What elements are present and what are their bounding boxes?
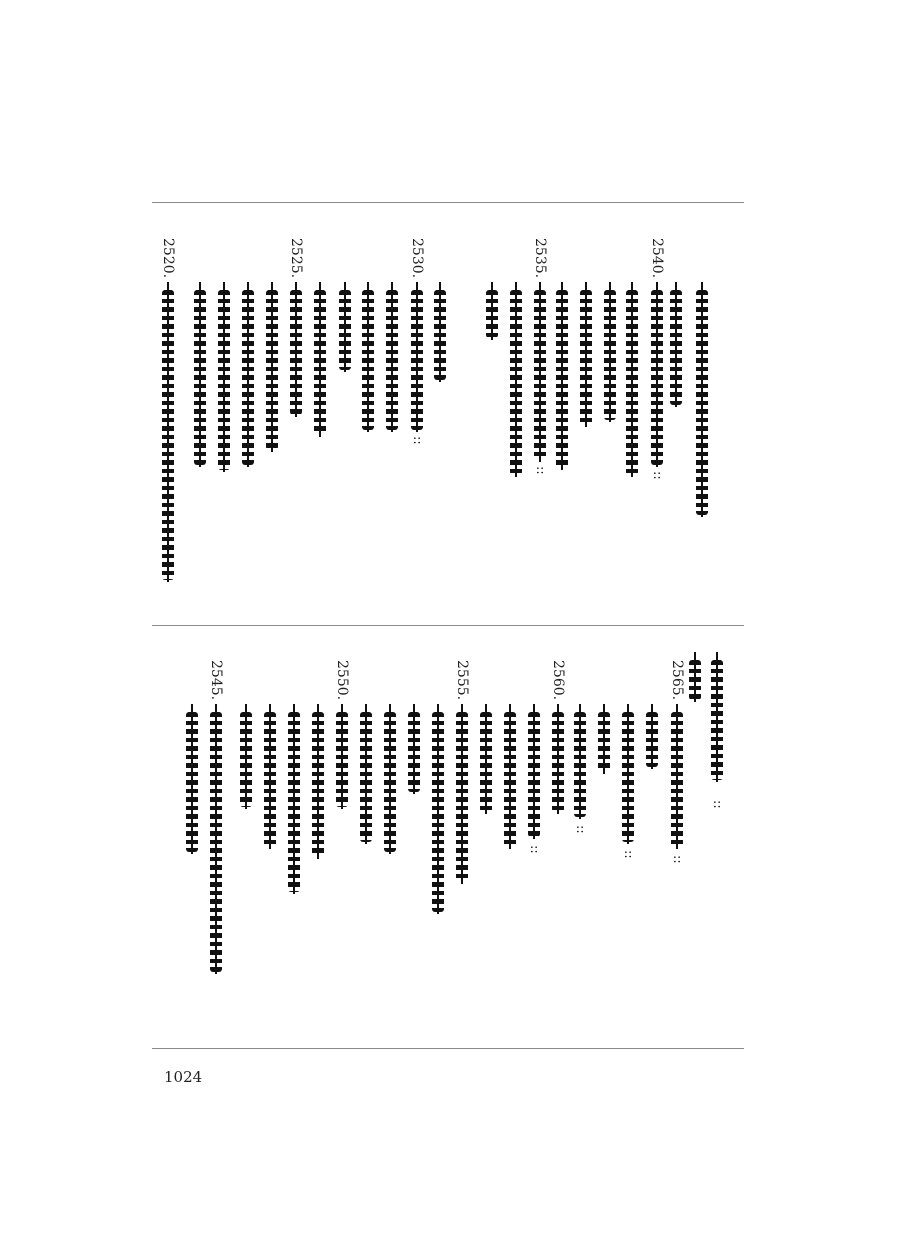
text-column (647, 238, 667, 583)
text-column (308, 660, 328, 1000)
text-column (482, 238, 502, 583)
text-column (570, 660, 590, 1000)
mongolian-script-line (534, 290, 546, 460)
mongolian-script-line (696, 290, 708, 515)
mongolian-script-line (574, 712, 586, 817)
mongolian-script-line (218, 290, 230, 470)
end-punctuation: :: (573, 825, 588, 834)
bottom-divider (152, 1048, 744, 1049)
line-number: 2520. (160, 238, 176, 279)
text-column (594, 660, 614, 1000)
mongolian-script-line (384, 712, 396, 852)
text-column (404, 660, 424, 1000)
mongolian-script-line (264, 712, 276, 847)
line-number: 2540. (649, 238, 665, 279)
line-number: 2535. (532, 238, 548, 279)
mongolian-script-line (651, 290, 663, 465)
text-column (236, 660, 256, 1000)
mongolian-script-line (186, 712, 198, 852)
end-punctuation: :: (621, 850, 636, 859)
mongolian-script-line (604, 290, 616, 420)
text-column (642, 660, 662, 1000)
mongolian-script-line (362, 290, 374, 430)
text-column (692, 238, 712, 583)
text-column (310, 238, 330, 583)
text-column (262, 238, 282, 583)
mongolian-script-line (240, 712, 252, 807)
text-column (618, 660, 638, 1000)
text-column (380, 660, 400, 1000)
text-column (356, 660, 376, 1000)
mongolian-script-line (486, 290, 498, 338)
mongolian-script-line (266, 290, 278, 450)
text-column (182, 660, 202, 1000)
text-column (428, 660, 448, 1000)
text-column (500, 660, 520, 1000)
text-column (214, 238, 234, 583)
end-punctuation: :: (410, 436, 425, 445)
mongolian-script-line (556, 290, 568, 468)
mongolian-script-line (670, 290, 682, 405)
mongolian-script-line (552, 712, 564, 812)
text-column (158, 238, 178, 583)
mongolian-script-line (432, 712, 444, 912)
mongolian-script-line (646, 712, 658, 767)
mongolian-script-line (312, 712, 324, 857)
text-column (552, 238, 572, 583)
line-number: 2550. (334, 660, 350, 701)
mongolian-script-line (434, 290, 446, 380)
mongolian-script-line (580, 290, 592, 425)
mongolian-script-line (336, 712, 348, 807)
line-number: 2555. (454, 660, 470, 701)
mongolian-script-line (456, 712, 468, 882)
end-punctuation: :: (710, 800, 725, 809)
text-column (407, 238, 427, 583)
mongolian-script-line (622, 712, 634, 842)
mongolian-script-line (360, 712, 372, 842)
text-column (335, 238, 355, 583)
mongolian-script-line (288, 712, 300, 892)
middle-divider (152, 625, 744, 626)
text-column (548, 660, 568, 1000)
mongolian-script-line (480, 712, 492, 812)
text-column (358, 238, 378, 583)
line-number: 2565. (669, 660, 685, 701)
text-column (600, 238, 620, 583)
text-column (666, 238, 686, 583)
line-number: 2525. (288, 238, 304, 279)
mongolian-script-line (162, 290, 174, 580)
mongolian-script-line (510, 290, 522, 475)
mongolian-script-line (671, 712, 683, 847)
text-column (707, 660, 727, 1000)
bottom-text-block (152, 660, 744, 1000)
end-punctuation: :: (670, 855, 685, 864)
text-column (332, 660, 352, 1000)
text-column (190, 238, 210, 583)
mongolian-script-line (504, 712, 516, 847)
mongolian-script-line (689, 660, 701, 700)
end-punctuation: :: (527, 845, 542, 854)
text-column (286, 238, 306, 583)
mongolian-script-line (626, 290, 638, 475)
text-column (576, 238, 596, 583)
text-column (284, 660, 304, 1000)
mongolian-script-line (210, 712, 222, 972)
text-column (667, 660, 687, 1000)
mongolian-script-line (408, 712, 420, 792)
text-column (206, 660, 226, 1000)
text-column (622, 238, 642, 583)
text-column (382, 238, 402, 583)
text-column (430, 238, 450, 583)
mongolian-script-line (194, 290, 206, 465)
mongolian-script-line (528, 712, 540, 837)
text-column (506, 238, 526, 583)
mongolian-script-line (339, 290, 351, 370)
text-column (685, 660, 705, 1000)
top-divider (152, 202, 744, 203)
line-number: 2560. (550, 660, 566, 701)
text-column (452, 660, 472, 1000)
mongolian-script-line (314, 290, 326, 435)
text-column (524, 660, 544, 1000)
page-number: 1024 (164, 1068, 203, 1086)
line-number: 2545. (208, 660, 224, 701)
end-punctuation: :: (533, 466, 548, 475)
top-text-block (152, 238, 744, 583)
mongolian-script-line (290, 290, 302, 415)
end-punctuation: :: (650, 471, 665, 480)
line-number: 2530. (409, 238, 425, 279)
mongolian-script-line (411, 290, 423, 430)
mongolian-script-line (711, 660, 723, 780)
text-column (476, 660, 496, 1000)
text-column (260, 660, 280, 1000)
mongolian-script-line (386, 290, 398, 430)
mongolian-script-line (242, 290, 254, 465)
text-column (238, 238, 258, 583)
text-column (530, 238, 550, 583)
mongolian-script-line (598, 712, 610, 772)
